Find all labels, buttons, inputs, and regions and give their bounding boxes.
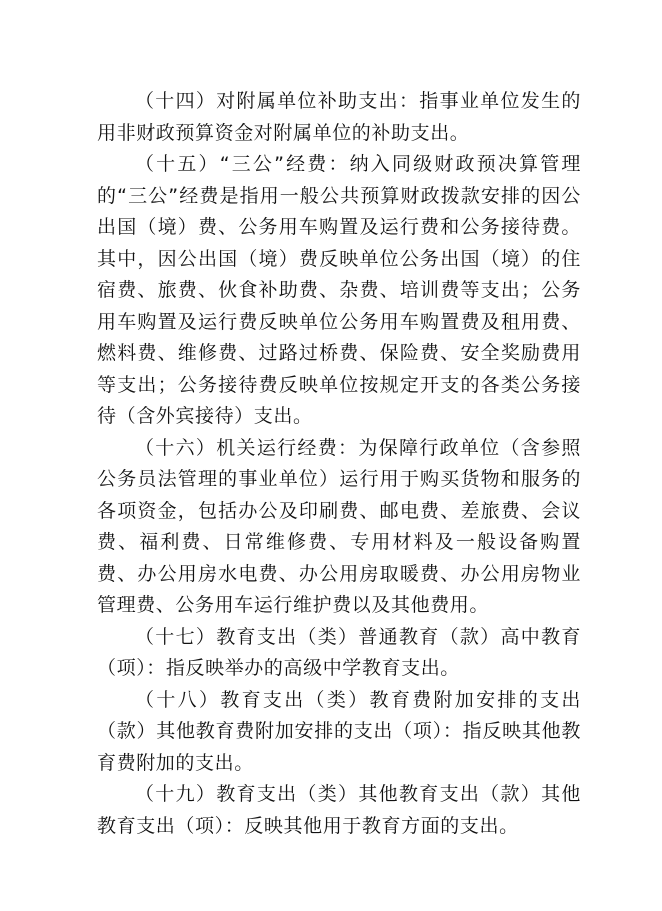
paragraph-19: （十九）教育支出（类）其他教育支出（款）其他教育支出（项）：反映其他用于教育方面的支出。 bbox=[97, 783, 581, 837]
paragraph-14: （十四）对附属单位补助支出：指事业单位发生的用非财政预算资金对附属单位的补助支出。 bbox=[97, 90, 581, 144]
paragraph-17: （十七）教育支出（类）普通教育（款）高中教育（项）：指反映举办的高级中学教育支出。 bbox=[97, 625, 581, 679]
paragraph-15: （十五）“三公”经费：纳入同级财政预决算管理的“三公”经费是指用一般公共预算财政拨款安排的因公出国（境）费、公务用车购置及运行费和公务接待费。其中，因公出国（境）费反映单位公务出国（境）的住宿费、旅费、伙食补助费、杂费、培训费等支出；公务用车购置及运行费反映单位公务用车购置费及租用费、燃料费、维修费、过路过桥费、保险费、安全奖励费用等支出；公务接待费反映单位按规定开支的各类公务接待（含外宾接待）支出。 bbox=[97, 153, 581, 427]
paragraph-16: （十六）机关运行经费：为保障行政单位（含参照公务员法管理的事业单位）运行用于购买货物和服务的各项资金，包括办公及印刷费、邮电费、差旅费、会议费、福利费、日常维修费、专用材料及一般设备购置费、办公用房水电费、办公用房取暖费、办公用房物业管理费、公务用车运行维护费以及其他费用。 bbox=[97, 436, 581, 616]
paragraph-18: （十八）教育支出（类）教育费附加安排的支出（款）其他教育费附加安排的支出（项）：指反映其他教育费附加的支出。 bbox=[97, 688, 581, 774]
document-body bbox=[97, 86, 581, 842]
